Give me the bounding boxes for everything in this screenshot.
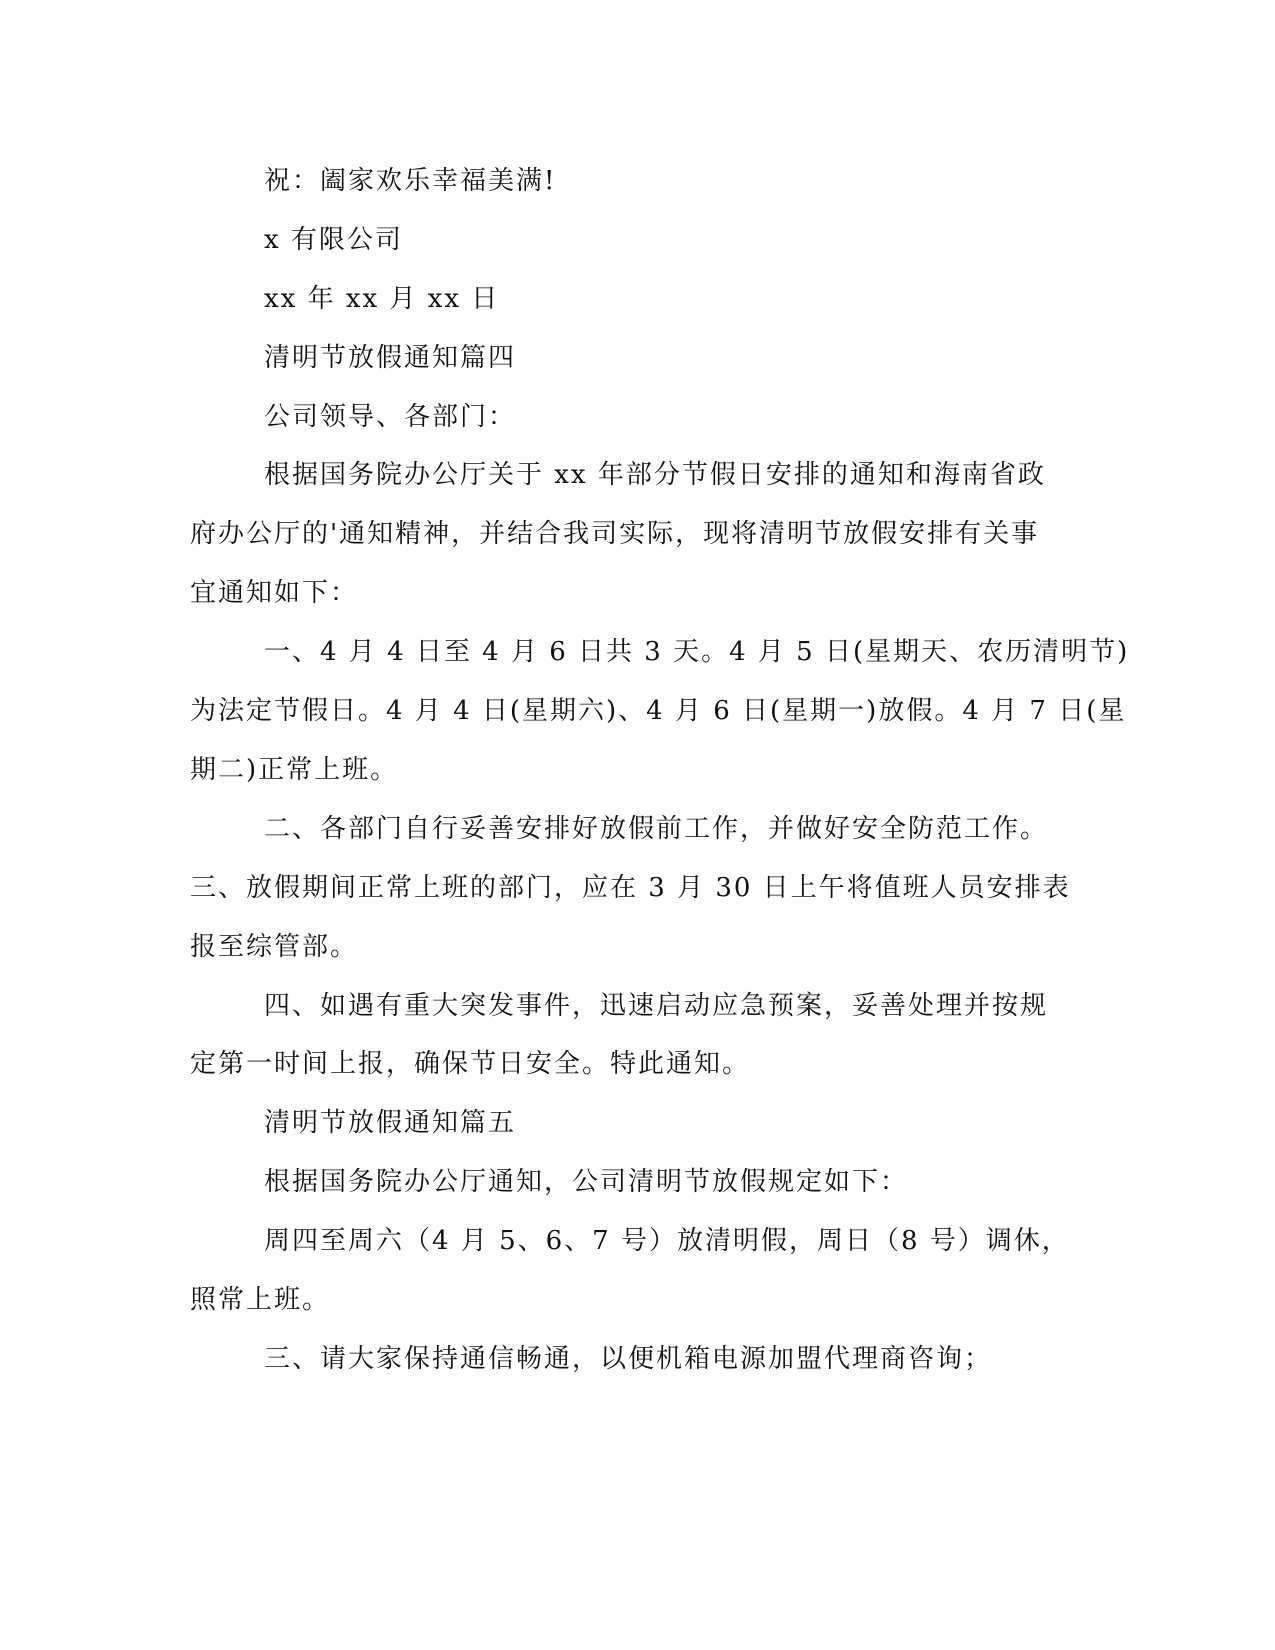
body-line: 为法定节假日。4 月 4 日(星期六)、4 月 6 日(星期一)放假。4 月 7 日(星: [190, 696, 1127, 726]
body-line: 三、放假期间正常上班的部门，应在 3 月 30 日上午将值班人员安排表: [190, 873, 1071, 903]
section-title-4: 清明节放假通知篇四: [264, 343, 517, 373]
body-line: 根据国务院办公厅通知，公司清明节放假规定如下：: [264, 1167, 909, 1197]
body-line: 一、4 月 4 日至 4 月 6 日共 3 天。4 月 5 日(星期天、农历清明节): [264, 637, 1130, 667]
body-line: 府办公厅的'通知精神，并结合我司实际，现将清明节放假安排有关事: [190, 519, 1040, 549]
body-line: 定第一时间上报，确保节日安全。特此通知。: [190, 1049, 751, 1079]
body-line: 宜通知如下：: [190, 578, 359, 608]
body-line: 照常上班。: [190, 1285, 331, 1315]
body-line: 二、各部门自行妥善安排好放假前工作，并做好安全防范工作。: [264, 814, 1049, 844]
body-line: 周四至周六（4 月 5、6、7 号）放清明假，周日（8 号）调休，: [264, 1226, 1070, 1256]
body-line: 期二)正常上班。: [190, 755, 399, 785]
blessing-line: 祝：阖家欢乐幸福美满!: [264, 166, 557, 196]
section-title-5: 清明节放假通知篇五: [264, 1108, 517, 1138]
company-name: x 有限公司: [264, 225, 403, 255]
body-line: 四、如遇有重大突发事件，迅速启动应急预案，妥善处理并按规: [264, 991, 1049, 1021]
body-line: 报至综管部。: [190, 932, 359, 962]
salutation: 公司领导、各部门：: [264, 402, 517, 432]
body-line: 三、请大家保持通信畅通，以便机箱电源加盟代理商咨询；: [264, 1344, 993, 1374]
body-line: 根据国务院办公厅关于 xx 年部分节假日安排的通知和海南省政: [264, 460, 1046, 490]
date-line: xx 年 xx 月 xx 日: [264, 284, 500, 314]
